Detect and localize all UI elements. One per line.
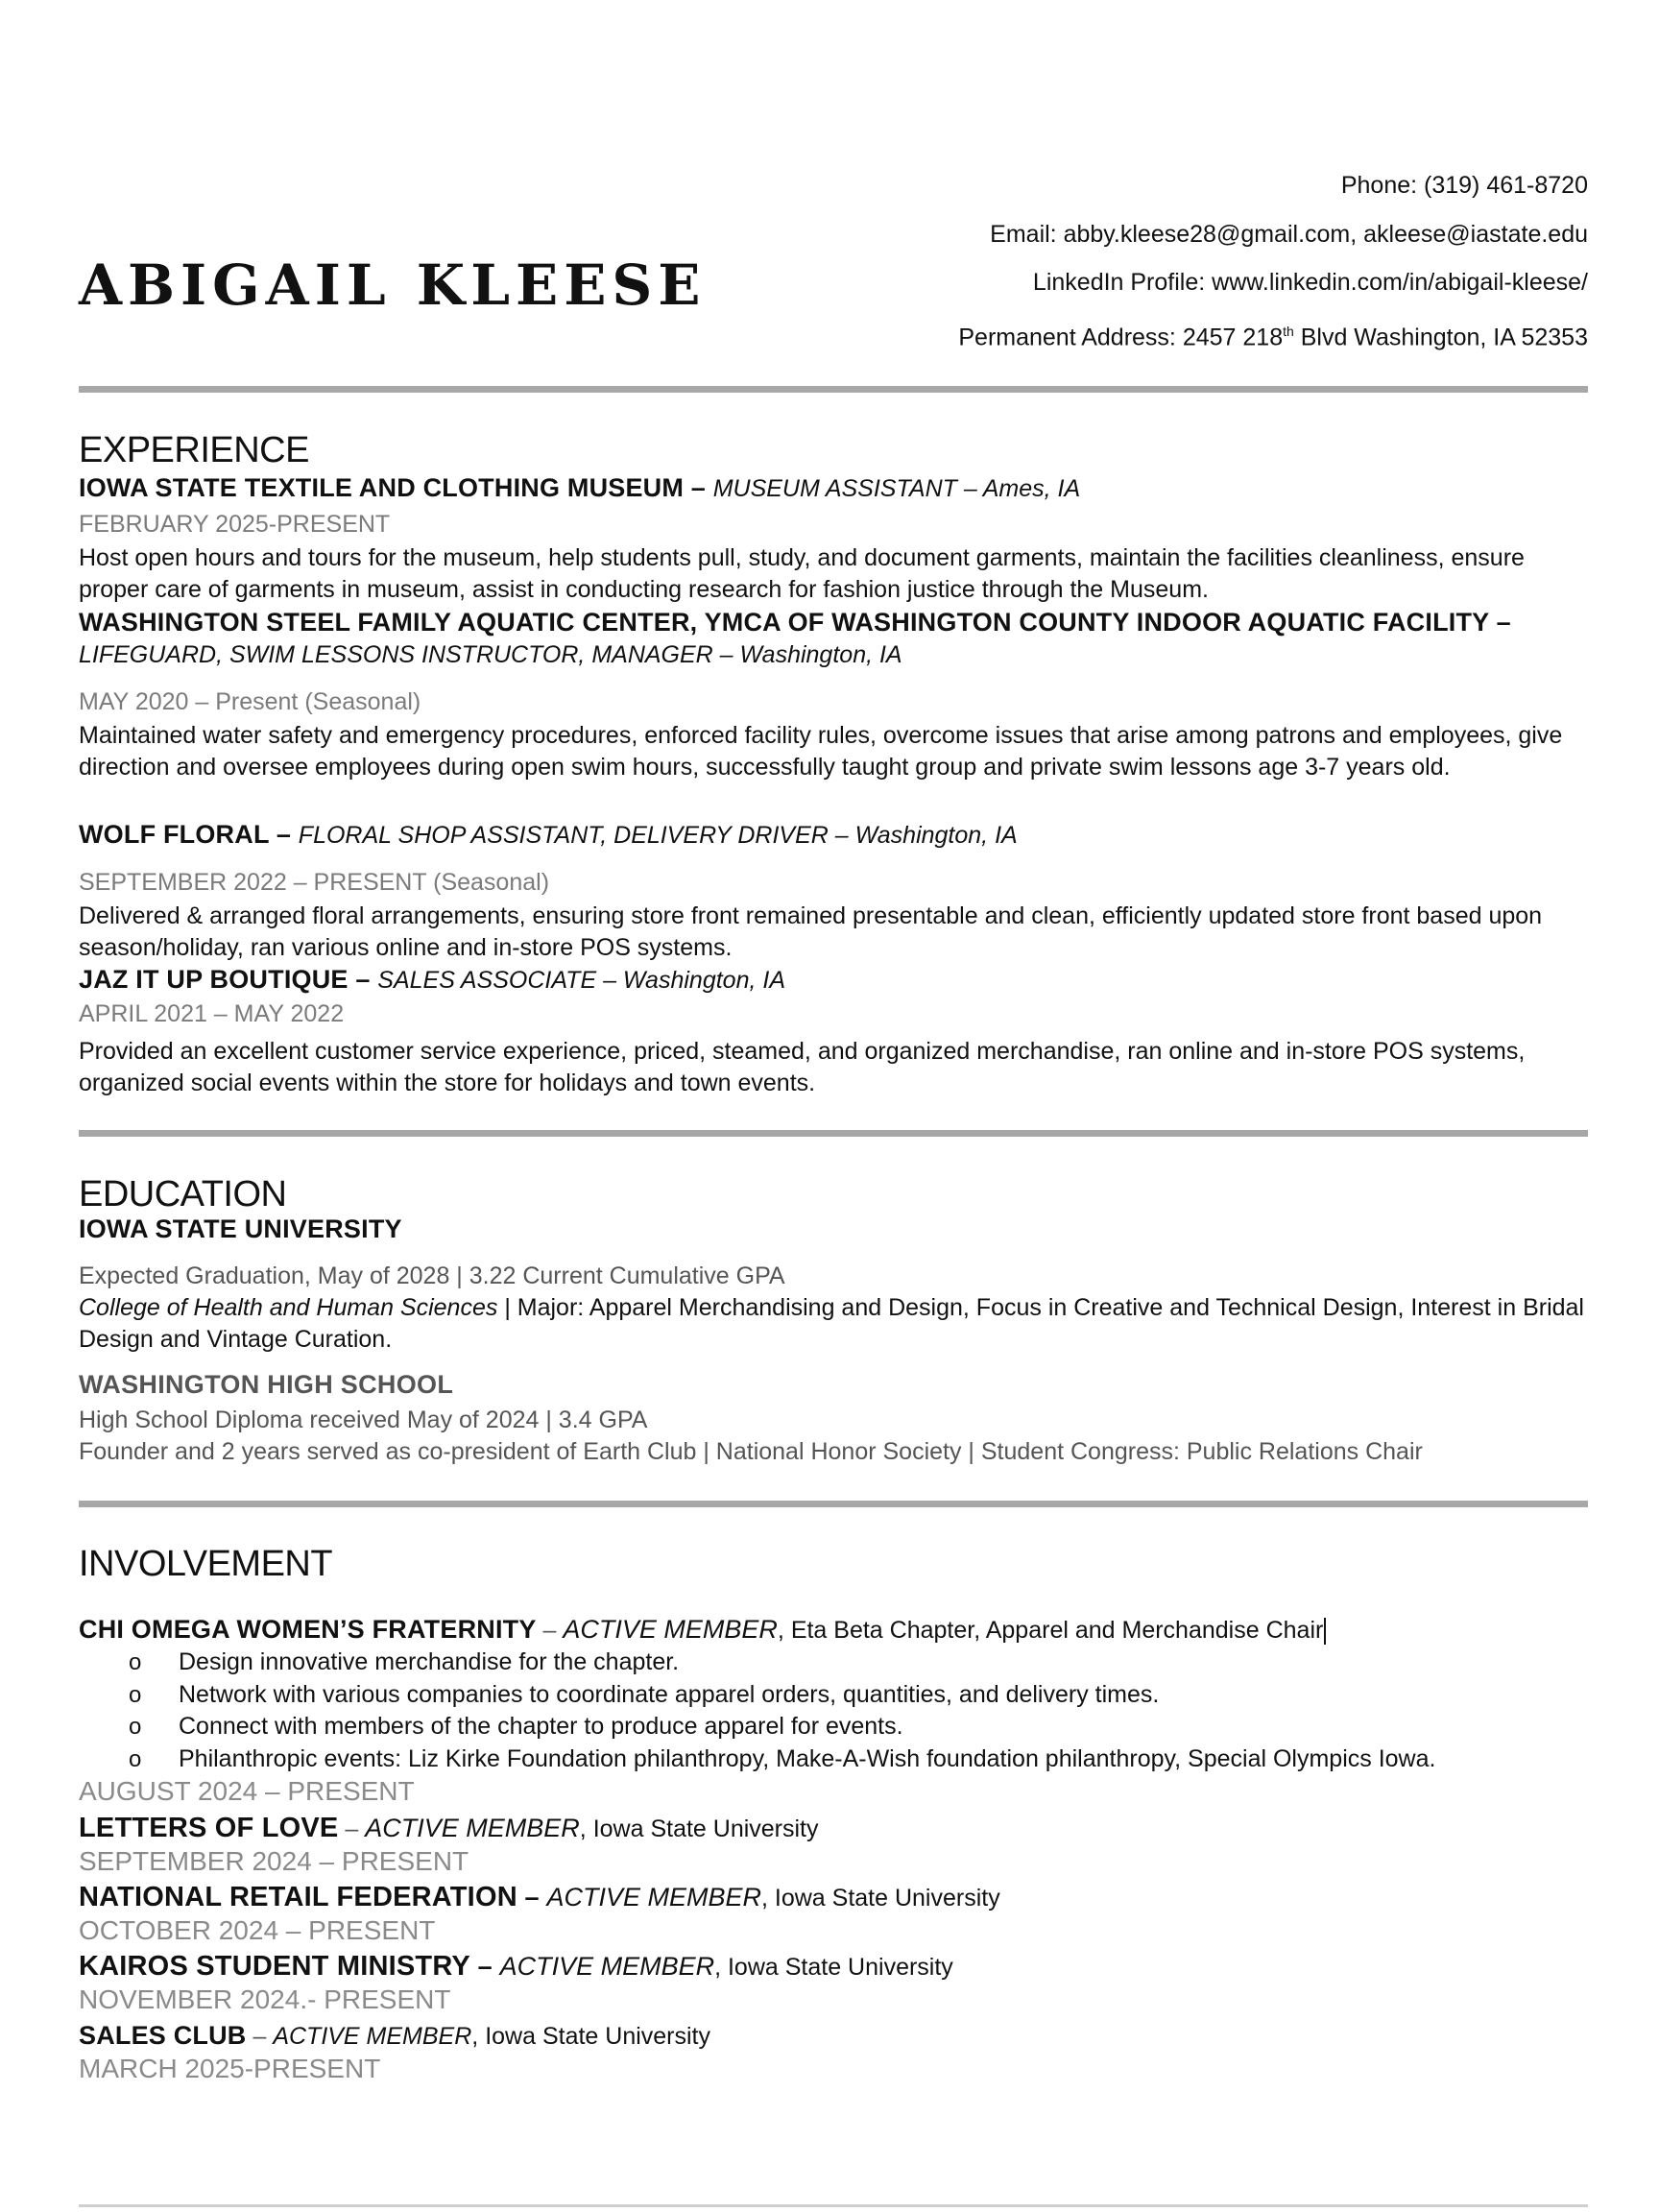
edu-major-text: | Major: Apparel Merchandising and Design, Focus in Creative and Technical Design, Interest in Bridal Design and Vintage Curation. [79,1294,1584,1353]
involvement-rest: , Iowa State University [471,2023,711,2050]
bullet-marker: o [129,1745,142,1772]
address-suffix: Blvd Washington, IA 52353 [1293,323,1588,350]
involvement-rest: , Iowa State University [761,1885,1000,1911]
job-org: JAZ IT UP BOUTIQUE [79,965,349,994]
involvement-date: OCTOBER 2024 – PRESENT [79,1915,436,1945]
bullet-marker: o [129,1649,142,1675]
job-floral [79,819,1596,964]
involvement-org: LETTERS OF LOVE [79,1813,339,1843]
text-cursor [1324,1618,1326,1645]
education-divider [79,1501,1588,1507]
involvement-header [79,1951,1596,1984]
job-role: LIFEGUARD, SWIM LESSONS INSTRUCTOR, MANAGER – Washington, IA [79,641,902,668]
job-boutique [79,964,1596,1099]
job-header [79,964,1596,997]
involvement-sep: – [246,2023,274,2050]
edu-school-name: WASHINGTON HIGH SCHOOL [79,1370,454,1399]
involvement-sep: – [338,1815,366,1842]
involvement-chi-omega [79,1614,1596,1807]
edu-whs [79,1369,1596,1468]
involvement-org: CHI OMEGA WOMEN’S FRATERNITY [79,1615,537,1644]
involvement-role: ACTIVE MEMBER [273,2023,472,2050]
involvement-org: KAIROS STUDENT MINISTRY [79,1951,470,1982]
job-sep: – [684,473,713,502]
job-desc: Provided an excellent customer service experience, priced, steamed, and organized merchandise, ran online and in-store POS systems, organized social events within the store for holidays and town events. [79,1038,1526,1096]
bullet-text: Philanthropic events: Liz Kirke Foundation philanthropy, Make-A-Wish foundation philanthropy, Special Olympics Iowa. [179,1744,1436,1772]
education-heading: EDUCATION [79,1174,287,1214]
involvement-date: MARCH 2025-PRESENT [79,2054,381,2083]
phone-line: Phone: (319) 461-8720 [1340,172,1588,199]
job-aquatic [79,607,1596,783]
list-item [79,1711,1596,1743]
job-org: WOLF FLORAL [79,820,270,849]
contact-block [958,161,1588,361]
experience-divider [79,1130,1588,1137]
involvement-letters-of-love [79,1813,1596,1877]
job-org: WASHINGTON STEEL FAMILY AQUATIC CENTER, YMCA OF WASHINGTON COUNTY INDOOR AQUATIC FACILITY [79,608,1489,637]
involvement-sales-club [79,2020,1596,2084]
involvement-header [79,1882,1596,1914]
bullet-text: Network with various companies to coordinate apparel orders, quantities, and delivery times. [179,1680,1160,1708]
list-item [79,1679,1596,1712]
job-date: MAY 2020 – Present (Seasonal) [79,688,421,715]
involvement-rest: , Iowa State University [714,1954,953,1981]
involvement-date: NOVEMBER 2024.- PRESENT [79,1984,451,2014]
edu-line: Expected Graduation, May of 2028 | 3.22 Current Cumulative GPA [79,1262,785,1289]
involvement-sep: – [469,1952,500,1981]
involvement-sep: – [536,1617,564,1644]
bullet-text: Design innovative merchandise for the chapter. [179,1648,680,1675]
job-desc: Host open hours and tours for the museum, help students pull, study, and document garments, maintain the facilities cleanliness, ensure proper care of garments in museum, assist in conducting research for fashion justice through the Museum. [79,544,1525,603]
address-prefix: Permanent Address: 2457 218 [958,323,1284,350]
involvement-date: SEPTEMBER 2024 – PRESENT [79,1846,469,1876]
candidate-name: ABIGAIL KLEESE [79,252,707,318]
job-date: APRIL 2021 – MAY 2022 [79,1000,345,1027]
involvement-role: ACTIVE MEMBER [365,1814,580,1842]
header-divider [79,386,1588,393]
email-line: Email: abby.kleese28@gmail.com, akleese@iastate.edu [990,220,1588,248]
list-item [79,1647,1596,1679]
involvement-header [79,2020,1596,2053]
job-sep: – [1488,608,1511,637]
job-header [79,819,1596,852]
involvement-org: NATIONAL RETAIL FEDERATION [79,1882,517,1912]
job-org: IOWA STATE TEXTILE AND CLOTHING MUSEUM [79,473,685,502]
job-role: SALES ASSOCIATE – Washington, IA [377,967,785,994]
edu-line: High School Diploma received May of 2024 | 3.4 GPA [79,1407,648,1433]
address-sup: th [1283,323,1294,339]
job-role: FLORAL SHOP ASSISTANT, DELIVERY DRIVER – Washington, IA [298,822,1018,849]
bullet-marker: o [129,1681,142,1708]
job-header [79,607,1596,671]
edu-line: Founder and 2 years served as co-president of Earth Club | National Honor Society | Student Congress: Public Relations Chair [79,1438,1423,1465]
edu-isu [79,1214,1596,1356]
job-date: SEPTEMBER 2022 – PRESENT (Seasonal) [79,869,550,896]
job-sep: – [269,820,299,849]
job-header [79,472,1596,505]
edu-major [79,1292,1596,1356]
involvement-bullets [79,1647,1596,1775]
involvement-sep: – [517,1883,547,1911]
bullet-text: Connect with members of the chapter to produce apparel for events. [179,1713,903,1740]
bullet-marker: o [129,1714,142,1740]
address-line [958,307,1588,362]
involvement-rest: , Eta Beta Chapter, Apparel and Merchandise Chair [777,1617,1324,1644]
involvement-heading: INVOLVEMENT [79,1544,333,1584]
job-sep: – [348,965,378,994]
involvement-rest: , Iowa State University [579,1815,819,1842]
job-desc: Delivered & arranged floral arrangements, ensuring store front remained presentable and clean, efficiently updated store front based upon season/holiday, ran various online and in-store POS systems. [79,902,1543,961]
linkedin-line: LinkedIn Profile: www.linkedin.com/in/abigail-kleese/ [1032,269,1588,296]
job-desc: Maintained water safety and emergency procedures, enforced facility rules, overcome issues that arise among patrons and employees, give direction and oversee employees during open swim hours, successfully taught group and private swim lessons age 3-7 years old. [79,722,1563,781]
involvement-header [79,1614,1596,1647]
page-bottom-edge [79,2204,1588,2207]
involvement-date: AUGUST 2024 – PRESENT [79,1776,415,1806]
involvement-header [79,1813,1596,1845]
involvement-role: ACTIVE MEMBER [563,1615,778,1644]
job-date: FEBRUARY 2025-PRESENT [79,511,391,538]
list-item [79,1743,1596,1776]
experience-heading: EXPERIENCE [79,430,309,470]
edu-college: College of Health and Human Sciences [79,1294,498,1321]
involvement-role: ACTIVE MEMBER [546,1883,761,1911]
job-role: MUSEUM ASSISTANT – Ames, IA [712,475,1081,502]
involvement-org: SALES CLUB [79,2021,247,2050]
edu-school-name: IOWA STATE UNIVERSITY [79,1214,402,1243]
involvement-nrf [79,1882,1596,1946]
job-museum [79,472,1596,606]
involvement-kairos [79,1951,1596,2015]
involvement-role: ACTIVE MEMBER [499,1952,715,1981]
